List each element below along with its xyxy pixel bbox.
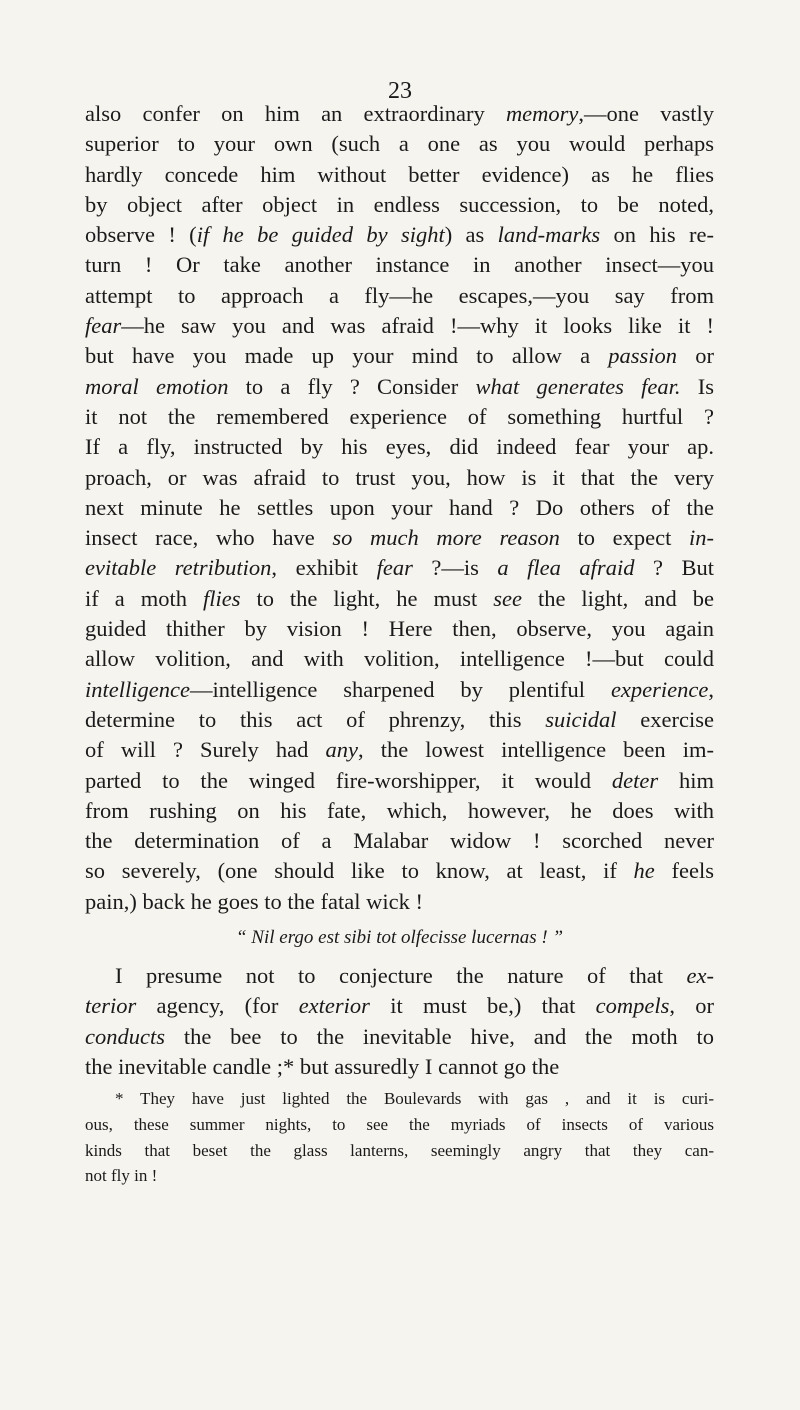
text-run: proach, or was afraid to trust you, how is it that the very <box>85 464 714 490</box>
italic-run: compels <box>595 993 670 1019</box>
text-line <box>85 766 714 796</box>
text-run: to expect <box>559 525 690 551</box>
page-number: 23 <box>388 78 412 104</box>
text-line <box>85 250 714 280</box>
text-run: —intelligence sharpened by plentiful <box>189 676 611 702</box>
text-line <box>85 1112 714 1138</box>
text-line <box>85 991 714 1021</box>
text-run: feels <box>654 858 714 884</box>
italic-run: what generates fear. <box>475 373 681 399</box>
italic-run: flies <box>202 585 241 611</box>
italic-run: if he be guided by sight <box>196 222 445 248</box>
text-run: by object after object in endless succession, to be noted, <box>85 191 714 217</box>
italic-run: in- <box>689 525 715 551</box>
text-line <box>85 1022 714 1052</box>
text-run: Is <box>680 373 714 399</box>
italic-run: ex- <box>686 963 714 989</box>
text-line <box>85 372 714 402</box>
text-line <box>85 281 714 311</box>
italic-run: intelligence <box>85 676 190 702</box>
text-run: guided thither by vision ! Here then, observe, you again <box>85 616 714 642</box>
text-line <box>85 432 714 462</box>
text-line <box>85 99 714 129</box>
text-line <box>85 1163 714 1189</box>
text-line <box>85 735 714 765</box>
text-line <box>85 463 714 493</box>
text-line <box>85 961 714 991</box>
footnote <box>85 1086 714 1189</box>
text-run: the inevitable candle ;* but assuredly I cannot go the <box>85 1053 560 1079</box>
text-run: or <box>677 343 714 369</box>
text-line <box>85 614 714 644</box>
text-run: , the lowest intelligence been im- <box>357 737 714 763</box>
text-run: insect race, who have <box>85 525 333 551</box>
text-run: ,—one vastly <box>578 101 714 126</box>
text-run: I presume not to conjecture the nature of that <box>115 963 687 989</box>
text-run: the determination of a Malabar widow ! scorched never <box>85 828 714 854</box>
italic-run: fear <box>85 313 122 339</box>
italic-run: deter <box>611 767 659 793</box>
text-line <box>85 856 714 886</box>
italic-run: passion <box>608 343 678 369</box>
body-text <box>85 99 714 1189</box>
text-line <box>85 584 714 614</box>
text-run: ?—is <box>412 555 498 581</box>
text-run: on his re- <box>600 222 714 248</box>
text-run: ? But <box>634 555 715 581</box>
text-line <box>85 675 714 705</box>
italic-run: any <box>325 737 358 763</box>
text-run: ) as <box>444 222 498 248</box>
text-run: allow volition, and with volition, intelligence !—but could <box>85 646 714 672</box>
text-line <box>85 190 714 220</box>
text-run: it not the remembered experience of something hurtful ? <box>85 403 714 429</box>
paragraph <box>85 99 714 917</box>
text-line <box>85 826 714 856</box>
text-line <box>85 220 714 250</box>
text-run: ous, these summer nights, to see the myriads of insects of various <box>85 1114 714 1134</box>
text-run: agency, (for <box>136 993 299 1019</box>
text-run: so severely, (one should like to know, at least, if <box>85 858 634 884</box>
text-line <box>85 1086 714 1112</box>
text-run: it must be,) that <box>369 993 596 1019</box>
text-run: if a moth <box>85 585 203 611</box>
text-run: * They have just lighted the Boulevards with gas , and it is curi- <box>115 1089 714 1109</box>
text-line <box>85 1052 714 1082</box>
italic-run: moral emotion <box>85 373 229 399</box>
italic-run: fear <box>376 555 413 581</box>
text-run: him <box>658 767 714 793</box>
text-line <box>85 1138 714 1164</box>
text-run: pain,) back he goes to the fatal wick ! <box>85 888 423 914</box>
text-run: determine to this act of phrenzy, this <box>85 706 546 732</box>
text-run: , exhibit <box>271 555 377 581</box>
text-line <box>85 523 714 553</box>
text-run: parted to the winged fire-worshipper, it would <box>85 767 612 793</box>
text-line <box>85 796 714 826</box>
text-run: turn ! Or take another instance in another insect—you <box>85 252 714 278</box>
italic-run: exterior <box>298 993 370 1019</box>
text-line <box>85 160 714 190</box>
text-line <box>85 644 714 674</box>
text-run: attempt to approach a fly—he escapes,—you say from <box>85 282 714 308</box>
text-line <box>85 341 714 371</box>
italic-run: suicidal <box>545 706 617 732</box>
text-run: If a fly, instructed by his eyes, did indeed fear your ap. <box>85 434 714 460</box>
text-run: —he saw you and was afraid !—why it looks like it ! <box>121 313 714 339</box>
text-line <box>85 553 714 583</box>
text-line <box>85 705 714 735</box>
text-run: also confer on him an extraordinary <box>85 101 506 126</box>
italic-run: experience <box>610 676 709 702</box>
latin-quote: “ Nil ergo est sibi tot olfecisse lucernas ! ” <box>235 927 564 949</box>
text-line <box>85 887 714 917</box>
text-run: exercise <box>616 706 714 732</box>
text-run: not fly in ! <box>85 1166 158 1186</box>
italic-run: conducts <box>85 1023 165 1049</box>
text-run: the bee to the inevitable hive, and the moth to <box>164 1023 714 1049</box>
text-run: but have you made up your mind to allow a <box>85 343 609 369</box>
italic-run: land-marks <box>497 222 601 248</box>
text-run: the light, and be <box>521 585 715 611</box>
text-run: observe ! ( <box>85 222 197 248</box>
italic-run: evitable retribution <box>85 555 272 581</box>
text-run: hardly concede him without better evidence) as he flies <box>85 161 714 187</box>
italic-run: so much more reason <box>332 525 560 551</box>
text-line <box>85 311 714 341</box>
paragraph <box>85 961 714 1082</box>
text-run: from rushing on his fate, which, however, he does with <box>85 797 714 823</box>
italic-run: see <box>493 585 522 611</box>
italic-run: he <box>633 858 655 884</box>
text-line <box>85 129 714 159</box>
text-run: superior to your own (such a one as you would perhaps <box>85 131 714 157</box>
italic-run: a flea afraid <box>497 555 635 581</box>
text-line <box>85 402 714 432</box>
text-run: to a fly ? Consider <box>228 373 476 399</box>
text-line <box>85 493 714 523</box>
text-run: to the light, he must <box>240 585 494 611</box>
text-run: next minute he settles upon your hand ? Do others of the <box>85 494 714 520</box>
italic-run: memory <box>505 101 579 126</box>
italic-run: terior <box>85 993 137 1019</box>
text-run: of will ? Surely had <box>85 737 326 763</box>
text-run: , or <box>669 993 714 1019</box>
text-run: kinds that beset the glass lanterns, seemingly angry that they can- <box>85 1140 714 1160</box>
text-run: , <box>708 676 714 702</box>
